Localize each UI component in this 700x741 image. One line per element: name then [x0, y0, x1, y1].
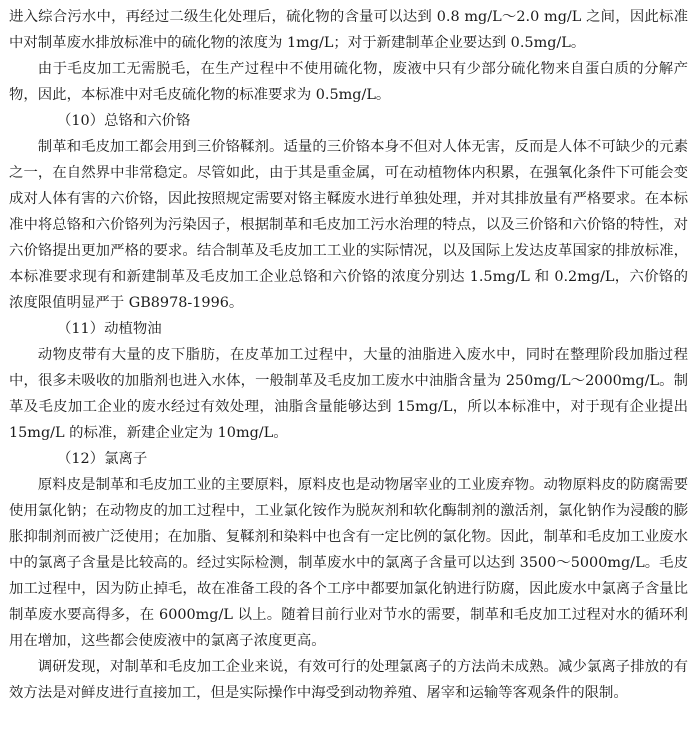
paragraph-sulfide-continued: 进入综合污水中，再经过二级生化处理后，硫化物的含量可以达到 0.8 mg/L～2.0 mg/L 之间，因此标准中对制革废水排放标准中的硫化物的浓度为 1mg/L；对于新建制革企业要达到 0.5mg/L。: [9, 9, 688, 51]
paragraph-fur-sulfide: 由于毛皮加工无需脱毛，在生产过程中不使用硫化物，废液中只有少部分硫化物来自蛋白质的分解产物，因此，本标准中对毛皮硫化物的标准要求为 0.5mg/L。: [9, 61, 688, 103]
paragraph-chloride: 原料皮是制革和毛皮加工业的主要原料，原料皮也是动物屠宰业的工业废弃物。动物原料皮的防腐需要使用氯化钠；在动物皮的加工过程中，工业氯化铵作为脱灰剂和软化酶制剂的激活剂，氯化钠作为浸酸的膨胀抑制剂而被广泛使用；在加脂、复鞣剂和染料中也含有一定比例的氯化物。因此，制革和毛皮加工业废水中的氯离子含量是比较高的。经过实际检测，制革废水中的氯离子含量可以达到 3500～5000mg/L。毛皮加工过程中，因为防止掉毛，故在准备工段的各个工序中都要加氯化钠进行防腐，因此废水中氯离子含量比制革废水要高得多，在 6000mg/L 以上。随着目前行业对节水的需要，制革和毛皮加工过程对水的循环利用在增加，这些都会使废液中的氯离子浓度更高。: [9, 477, 688, 649]
section-heading-chromium: （10）总铬和六价铬: [57, 113, 191, 129]
paragraph-chloride-survey: 调研发现，对制革和毛皮加工企业来说，有效可行的处理氯离子的方法尚未成熟。减少氯离子排放的有效方法是对鲜皮进行直接加工，但是实际操作中海受到动物养殖、屠宰和运输等客观条件的限制。: [9, 659, 688, 701]
paragraph-oil: 动物皮带有大量的皮下脂肪，在皮革加工过程中，大量的油脂进入废水中，同时在整理阶段加脂过程中，很多未吸收的加脂剂也进入水体，一般制革及毛皮加工废水中油脂含量为 250mg/L～2000mg/L。制革及毛皮加工企业的废水经过有效处理，油脂含量能够达到 15mg/L，所以本标准中，对于现有企业提出 15mg/L 的标准，新建企业定为 10mg/L。: [9, 347, 688, 441]
paragraph-chromium: 制革和毛皮加工都会用到三价铬鞣剂。适量的三价铬本身不但对人体无害，反而是人体不可缺少的元素之一，在自然界中非常稳定。尽管如此，由于其是重金属，可在动植物体内积累，在强氧化条件下可能会变成对人体有害的六价铬，因此按照规定需要对铬主鞣废水进行单独处理，并对其排放量有严格要求。在本标准中将总铬和六价铬列为污染因子，根据制革和毛皮加工污水治理的特点，以及三价铬和六价铬的特性，对六价铬提出更加严格的要求。结合制革及毛皮加工工业的实际情况，以及国际上发达皮革国家的排放标准，本标准要求现有和新建制革及毛皮加工企业总铬和六价铬的浓度分别达 1.5mg/L 和 0.2mg/L，六价铬的浓度限值明显严于 GB8978-1996。: [9, 139, 688, 311]
section-heading-oil: （11）动植物油: [57, 321, 162, 337]
section-heading-chloride: （12）氯离子: [57, 451, 148, 467]
